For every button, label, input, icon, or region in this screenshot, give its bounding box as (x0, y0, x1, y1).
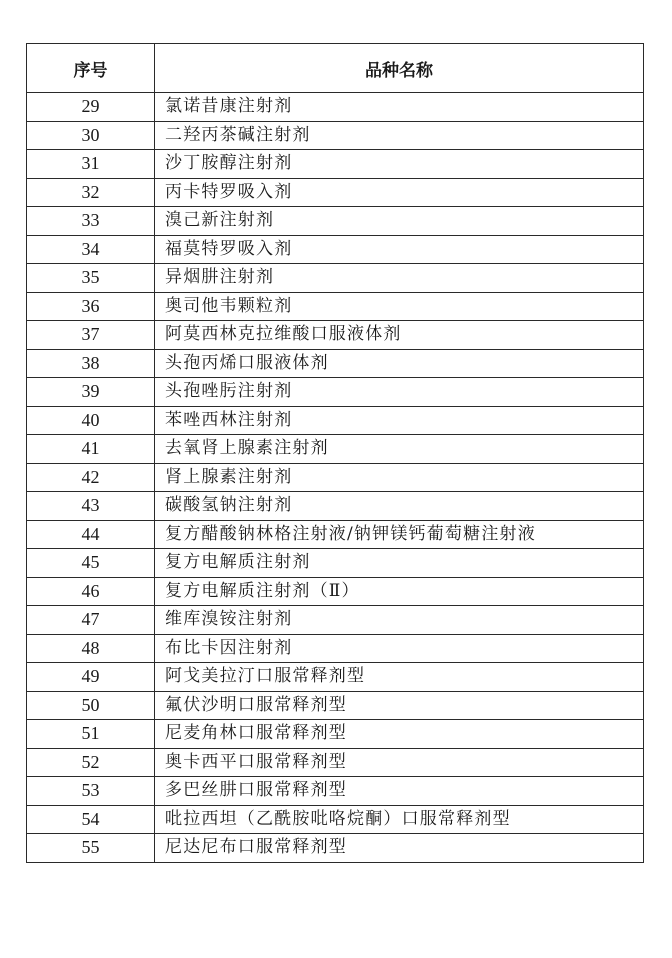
table-row (27, 520, 644, 549)
table-row (27, 435, 644, 464)
serial-number-cell: 55 (27, 834, 155, 863)
drug-name-cell: 奥司他韦颗粒剂 (155, 292, 644, 321)
table-row (27, 805, 644, 834)
serial-number-cell: 40 (27, 406, 155, 435)
table-row (27, 292, 644, 321)
table-row (27, 663, 644, 692)
table-body (27, 93, 644, 863)
serial-number-cell: 31 (27, 150, 155, 179)
table-row (27, 150, 644, 179)
table-row (27, 606, 644, 635)
drug-name-cell: 维库溴铵注射剂 (155, 606, 644, 635)
serial-number-cell: 32 (27, 178, 155, 207)
drug-name-cell: 溴己新注射剂 (155, 207, 644, 236)
table-row (27, 634, 644, 663)
serial-number-cell: 47 (27, 606, 155, 635)
drug-name-cell: 尼达尼布口服常释剂型 (155, 834, 644, 863)
drug-name-cell: 头孢唑肟注射剂 (155, 378, 644, 407)
serial-number-cell: 54 (27, 805, 155, 834)
table-row (27, 321, 644, 350)
serial-number-cell: 43 (27, 492, 155, 521)
table-row (27, 463, 644, 492)
serial-number-cell: 49 (27, 663, 155, 692)
drug-name-cell: 沙丁胺醇注射剂 (155, 150, 644, 179)
drug-name-cell: 复方电解质注射剂（Ⅱ） (155, 577, 644, 606)
table-row (27, 235, 644, 264)
serial-number-cell: 53 (27, 777, 155, 806)
serial-number-cell: 46 (27, 577, 155, 606)
table-row (27, 406, 644, 435)
serial-number-cell: 35 (27, 264, 155, 293)
table-row (27, 264, 644, 293)
drug-name-cell: 氯诺昔康注射剂 (155, 93, 644, 122)
serial-number-cell: 39 (27, 378, 155, 407)
table-header (27, 44, 644, 93)
table-row (27, 720, 644, 749)
drug-name-cell: 阿戈美拉汀口服常释剂型 (155, 663, 644, 692)
table-row (27, 93, 644, 122)
drug-name-cell: 丙卡特罗吸入剂 (155, 178, 644, 207)
drug-name-cell: 去氧肾上腺素注射剂 (155, 435, 644, 464)
header-serial-number: 序号 (27, 44, 155, 93)
serial-number-cell: 48 (27, 634, 155, 663)
table-row (27, 178, 644, 207)
table-row (27, 349, 644, 378)
drug-name-cell: 苯唑西林注射剂 (155, 406, 644, 435)
table-row (27, 378, 644, 407)
serial-number-cell: 52 (27, 748, 155, 777)
table-row (27, 834, 644, 863)
table-row (27, 121, 644, 150)
drug-name-cell: 头孢丙烯口服液体剂 (155, 349, 644, 378)
serial-number-cell: 30 (27, 121, 155, 150)
drug-name-cell: 福莫特罗吸入剂 (155, 235, 644, 264)
serial-number-cell: 45 (27, 549, 155, 578)
table-row (27, 777, 644, 806)
serial-number-cell: 51 (27, 720, 155, 749)
drug-name-cell: 奥卡西平口服常释剂型 (155, 748, 644, 777)
drug-name-cell: 肾上腺素注射剂 (155, 463, 644, 492)
drug-name-cell: 复方醋酸钠林格注射液/钠钾镁钙葡萄糖注射液 (155, 520, 644, 549)
table-row (27, 549, 644, 578)
table-row (27, 691, 644, 720)
serial-number-cell: 50 (27, 691, 155, 720)
table-row (27, 577, 644, 606)
header-drug-name: 品种名称 (155, 44, 644, 93)
serial-number-cell: 41 (27, 435, 155, 464)
serial-number-cell: 44 (27, 520, 155, 549)
table-row (27, 207, 644, 236)
serial-number-cell: 42 (27, 463, 155, 492)
serial-number-cell: 38 (27, 349, 155, 378)
table-row (27, 492, 644, 521)
serial-number-cell: 36 (27, 292, 155, 321)
serial-number-cell: 33 (27, 207, 155, 236)
drug-name-cell: 复方电解质注射剂 (155, 549, 644, 578)
serial-number-cell: 34 (27, 235, 155, 264)
drug-name-cell: 阿莫西林克拉维酸口服液体剂 (155, 321, 644, 350)
drug-name-cell: 碳酸氢钠注射剂 (155, 492, 644, 521)
drug-name-cell: 吡拉西坦（乙酰胺吡咯烷酮）口服常释剂型 (155, 805, 644, 834)
drug-list-table (26, 43, 644, 863)
drug-name-cell: 氟伏沙明口服常释剂型 (155, 691, 644, 720)
drug-name-cell: 异烟肼注射剂 (155, 264, 644, 293)
serial-number-cell: 29 (27, 93, 155, 122)
serial-number-cell: 37 (27, 321, 155, 350)
header-row (27, 44, 644, 93)
drug-name-cell: 多巴丝肼口服常释剂型 (155, 777, 644, 806)
drug-name-cell: 二羟丙茶碱注射剂 (155, 121, 644, 150)
drug-name-cell: 布比卡因注射剂 (155, 634, 644, 663)
drug-name-cell: 尼麦角林口服常释剂型 (155, 720, 644, 749)
table-row (27, 748, 644, 777)
